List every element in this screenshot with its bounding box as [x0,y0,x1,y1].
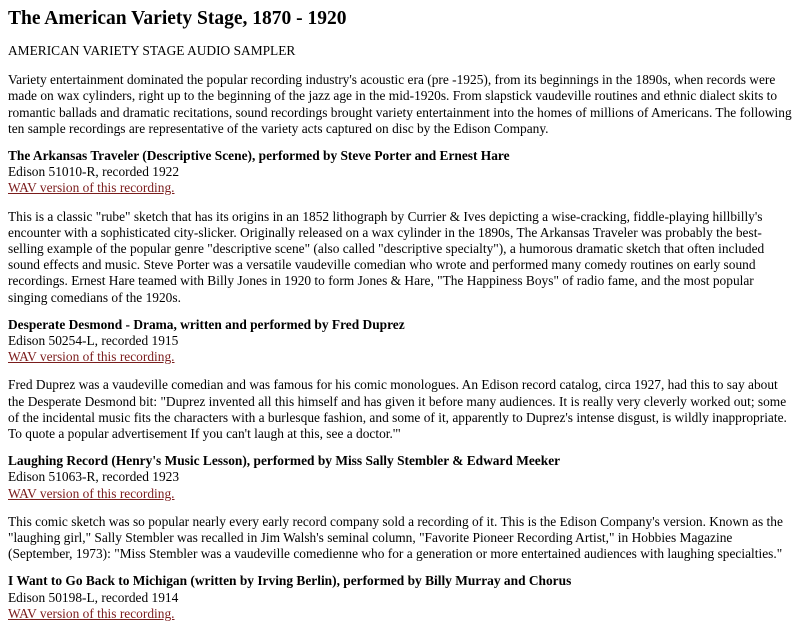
recording-description: This comic sketch was so popular nearly every early record company sold a recording of it. This is the Edison Company's version. Known as the "laughing girl," Sally Stembler was recalled in Jim Walsh's seminal column, "Favorite Pioneer Recording Artist," in Hobbies Magazine (September, 1973): "Miss Stembler was a vaudeville comedienne who for a generation or more entertained audiences with laughing specialties." [8,513,783,562]
recording-catalog-info: Edison 51063-R, recorded 1923 [8,469,180,485]
wav-link[interactable]: WAV version of this recording. [8,605,175,621]
recording-catalog-info: Edison 51010-R, recorded 1922 [8,164,180,180]
recording-title: Desperate Desmond - Drama, written and performed by Fred Duprez [8,316,405,332]
recording-entry [8,317,792,366]
wav-link[interactable]: WAV version of this recording. [8,180,175,196]
recording-catalog-info: Edison 50198-L, recorded 1914 [8,589,179,605]
page-title: The American Variety Stage, 1870 - 1920 [8,8,347,29]
recording-entry [8,573,792,622]
recording-title: Laughing Record (Henry's Music Lesson), performed by Miss Sally Stembler & Edward Meeker [8,453,561,469]
recording-title: I Want to Go Back to Michigan (written by Irving Berlin), performed by Billy Murray and Chorus [8,573,572,589]
wav-link[interactable]: WAV version of this recording. [8,485,175,501]
page-subtitle: AMERICAN VARIETY STAGE AUDIO SAMPLER [8,43,296,58]
wav-link[interactable]: WAV version of this recording. [8,349,175,365]
intro-paragraph: Variety entertainment dominated the popular recording industry's acoustic era (pre -1925), from its beginnings in the 1890s, when records were made on wax cylinders, right up to the beginning of the jazz age in the mid-1920s. From slapstick vaudeville routines and ethnic dialect skits to romantic ballads and dramatic recitations, sound recordings brought variety entertainment into the homes of millions of Americans. The following ten sample recordings are representative of the variety acts captured on disc by the Edison Company. [8,72,792,136]
recording-description: Fred Duprez was a vaudeville comedian and was famous for his comic monologues. An Edison record catalog, circa 1927, had this to say about the Desperate Desmond bit: "Duprez invented all this himself and has given it before many audiences. It is really very cleverly worked out; some of the incidental music fits the characters with a burlesque fashion, and some of it, apparently to Duprez's intense disgust, is wildly inappropriate. To quote a popular advertisement If you can't laugh at this, see a doctor.'" [8,377,787,442]
recording-description: This is a classic "rube" sketch that has its origins in an 1852 lithograph by Currier & Ives depicting a wise-cracking, fiddle-playing hillbilly's encounter with a sophisticated city-slicker. Originally released on a wax cylinder in the 1890s, The Arkansas Traveler was probably the best-selling example of the popular genre "descriptive scene" (also called "descriptive specialty"), a humorous dramatic sketch that often included sound effects and music. Steve Porter was a versatile vaudeville comedian who wrote and performed many comedy routines on early sound recordings. Ernest Hare teamed with Billy Jones in 1920 to form Jones & Hare, "The Happiness Boys" of radio fame, and the most popular singing comedians of the 1920s. [8,208,765,305]
recording-catalog-info: Edison 50254-L, recorded 1915 [8,333,179,349]
recording-entry [8,453,792,502]
recording-entry [8,148,792,197]
recording-title: The Arkansas Traveler (Descriptive Scene), performed by Steve Porter and Ernest Hare [8,148,510,164]
